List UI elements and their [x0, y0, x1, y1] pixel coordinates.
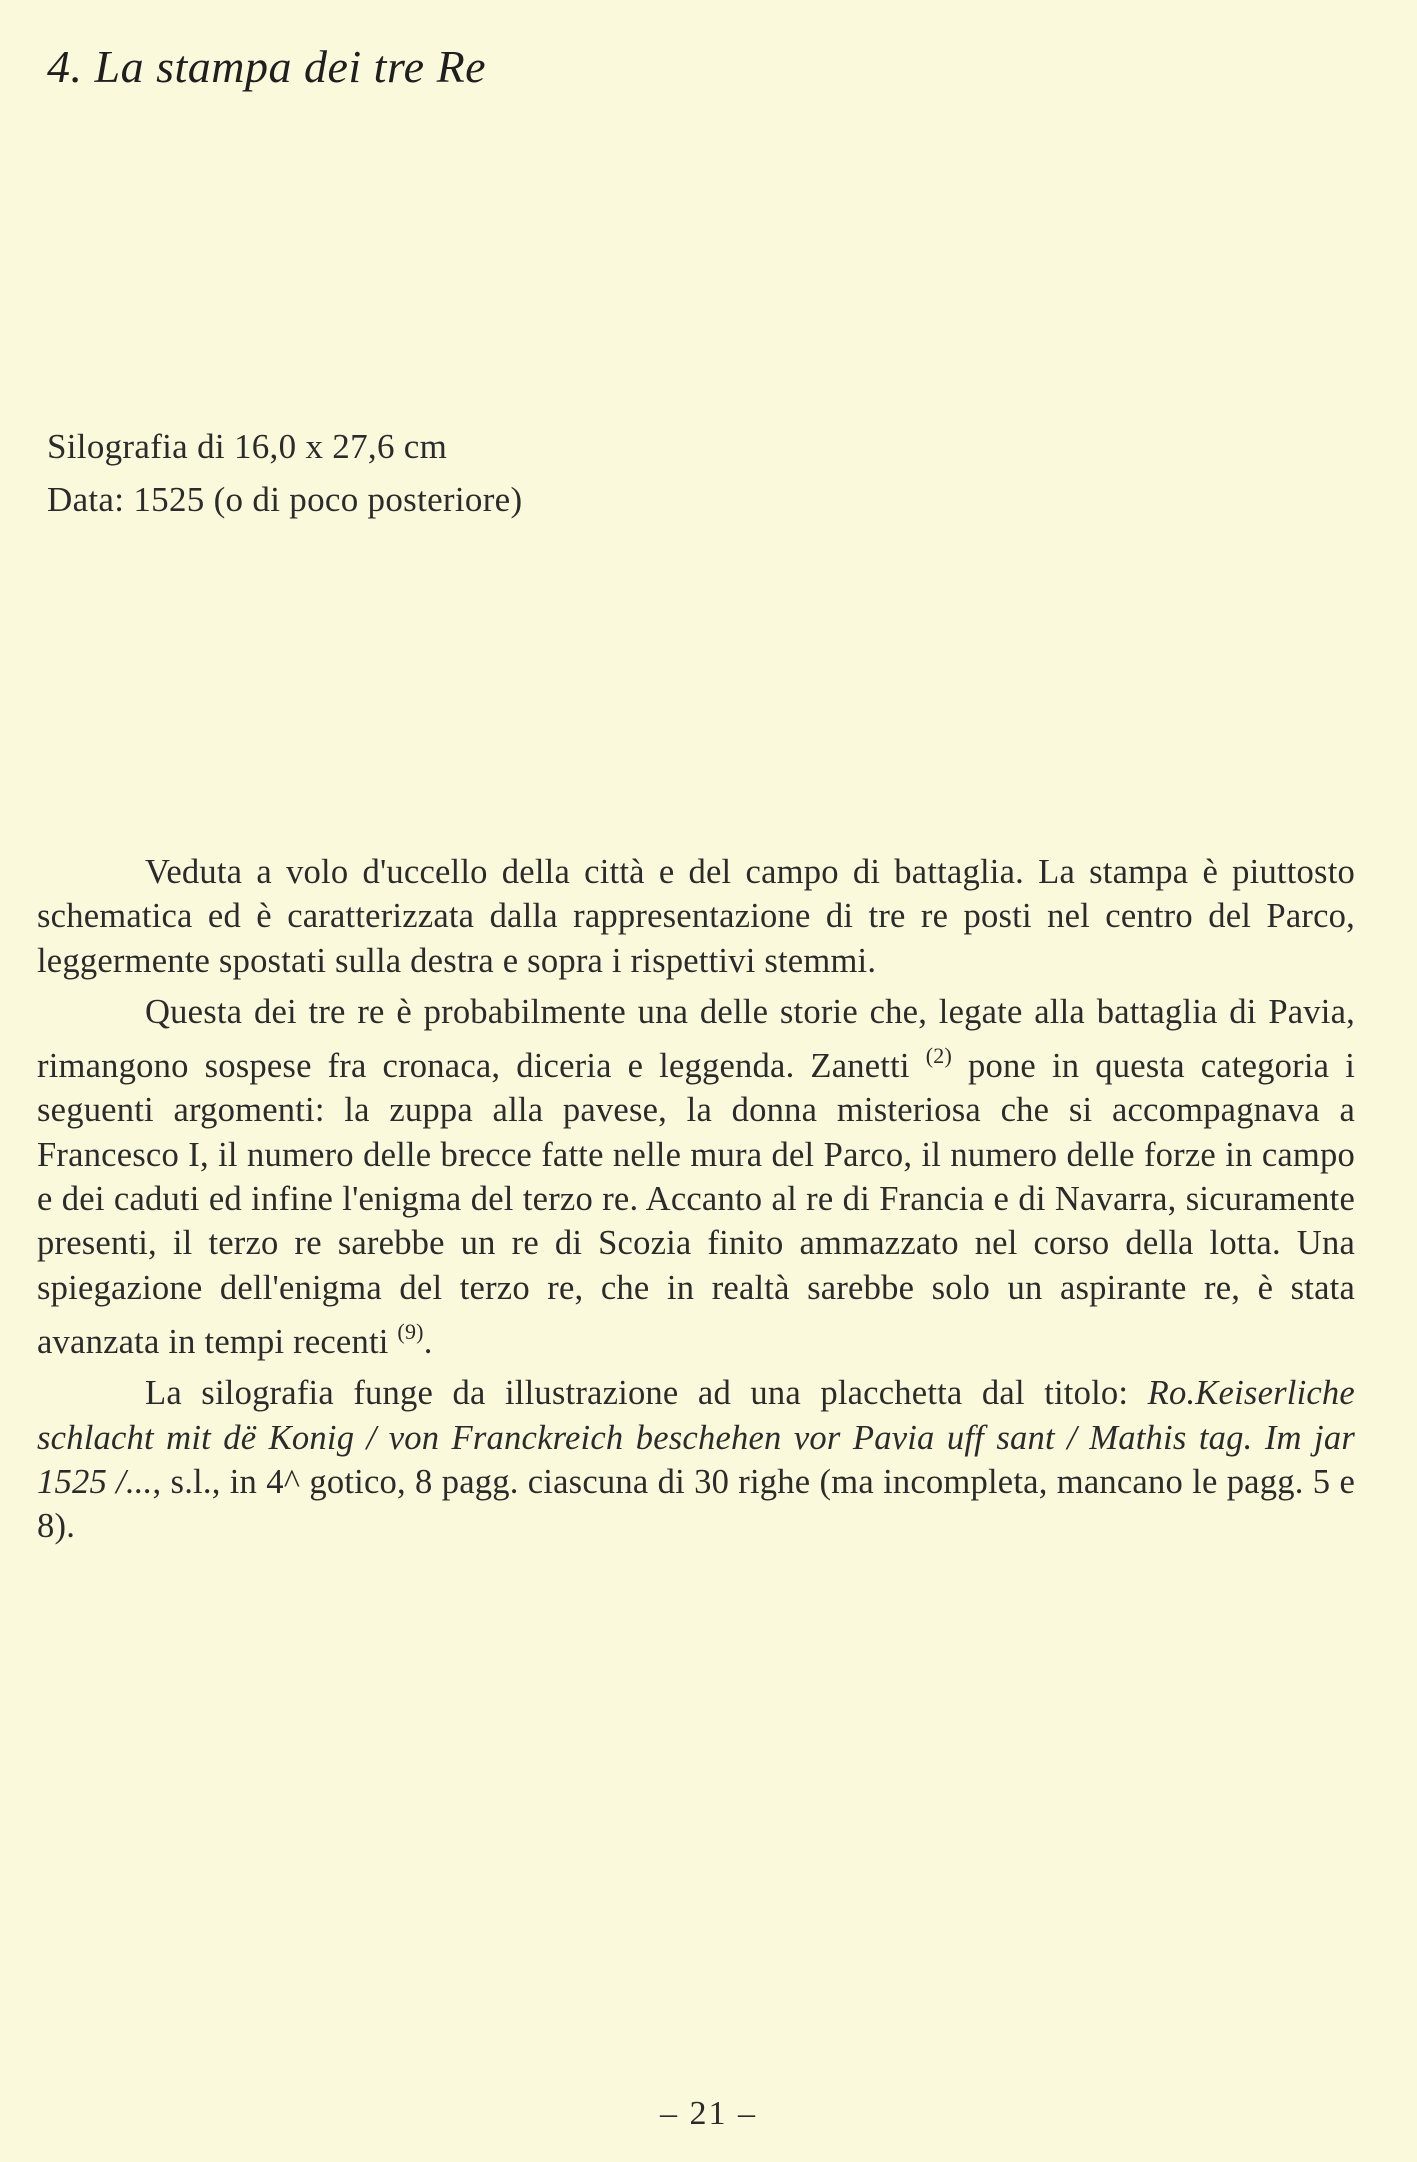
- paragraph-3-text-b: , s.l., in 4^ gotico, 8 pagg. ciascuna di 30 righe (ma incompleta, mancano le pagg. 5 e 8).: [37, 1462, 1355, 1546]
- paragraph-2-text-b: pone in questa categoria i seguenti argomenti: la zuppa alla pavese, la donna misteriosa che si accompagnava a Francesco I, il numero delle brecce fatte nelle mura del Parco, il numero delle forze in campo e dei caduti ed infine l'enigma del terzo re. Accanto al re di Francia e di Navarra, sicuramente presenti, il terzo re sarebbe un re di Scozia finito ammazzato nel corso della lotta. Una spiegazione dell'enigma del terzo re, che in realtà sarebbe solo un aspirante re, è stata avanzata in tempi recenti: [37, 1047, 1355, 1361]
- paragraph-3-text-a: La silografia funge da illustrazione ad una placchetta dal titolo:: [145, 1374, 1129, 1413]
- body-text: [37, 850, 1355, 1548]
- paragraph-3: [37, 1371, 1355, 1548]
- footnote-ref-2: (2): [925, 1043, 952, 1069]
- placchetta-title: Ro.Keiserliche schlacht mit dë Konig / von Franckreich beschehen vor Pavia uff sant / Mathis tag. Im jar 1525 /...: [37, 1374, 1355, 1501]
- paragraph-2: [37, 990, 1355, 1364]
- print-size: Silografia di 16,0 x 27,6 cm: [47, 427, 448, 466]
- paragraph-1: [37, 850, 1355, 983]
- specs-block: [47, 420, 522, 526]
- paragraph-2-text-a: Questa dei tre re è probabilmente una delle storie che, legate alla battaglia di Pavia, rimangono sospese fra cronaca, diceria e leggenda. Zanetti: [37, 992, 1355, 1086]
- print-date: Data: 1525 (o di poco posteriore): [47, 480, 523, 519]
- footnote-ref-9: (9): [397, 1318, 424, 1344]
- page-number: – 21 –: [660, 2095, 757, 2132]
- paragraph-2-text-c: .: [423, 1322, 433, 1361]
- page-title: 4. La stampa dei tre Re: [47, 41, 487, 92]
- paragraph-1-text: Veduta a volo d'uccello della città e del campo di battaglia. La stampa è piuttosto schematica ed è caratterizzata dalla rappresentazione di tre re posti nel centro del Parco, leggermente spostati sulla destra e sopra i rispettivi stemmi.: [37, 853, 1355, 980]
